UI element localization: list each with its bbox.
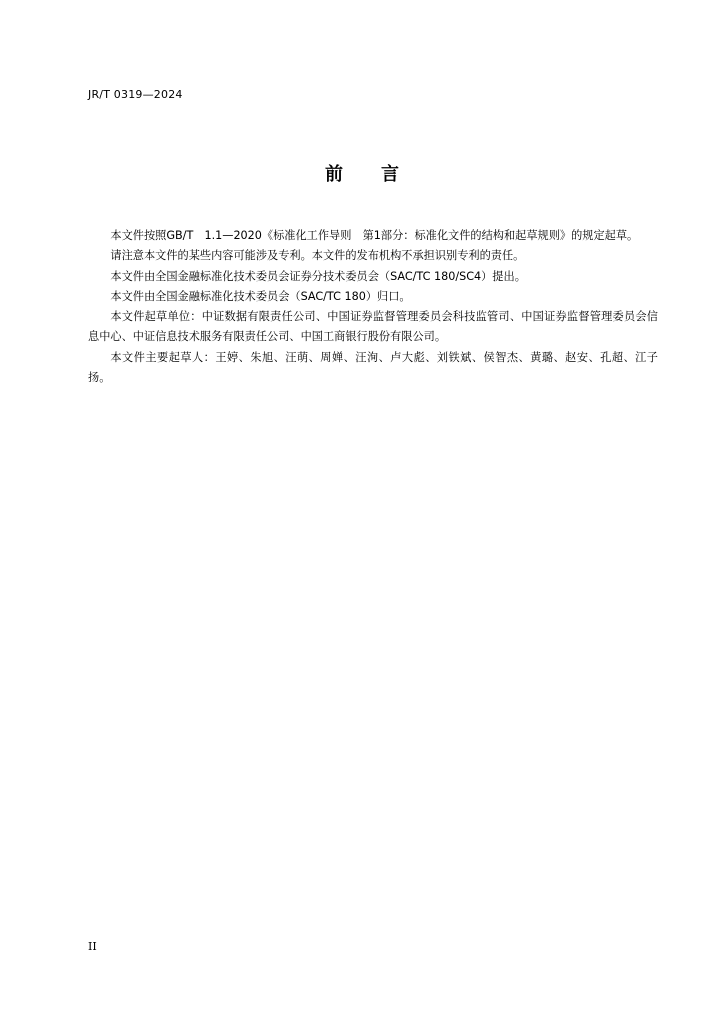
paragraph-under-jurisdiction: 本文件由全国金融标准化技术委员会（SAC/TC 180）归口。 — [110, 289, 411, 303]
paragraph-patent-notice: 请注意本文件的某些内容可能涉及专利。本文件的发布机构不承担识别专利的责任。 — [110, 249, 525, 263]
document-code: JR/T 0319—2024 — [88, 88, 183, 101]
paragraph-main-drafters: 本文件主要起草人：王婷、朱旭、汪萌、周婵、汪洵、卢大彪、刘铁斌、侯智杰、黄璐、赵安、孔超、江子扬。 — [88, 350, 658, 385]
title-char-2: 言 — [381, 164, 399, 185]
paragraph-proposed-by: 本文件由全国金融标准化技术委员会证券分技术委员会（SAC/TC 180/SC4）提出。 — [110, 269, 526, 283]
page-title — [0, 164, 724, 186]
title-char-1: 前 — [325, 164, 343, 185]
page-number: II — [88, 940, 97, 953]
paragraph-drafting-organizations: 本文件起草单位：中证数据有限责任公司、中国证券监督管理委员会科技监管司、中国证券监督管理委员会信息中心、中证信息技术服务有限责任公司、中国工商银行股份有限公司。 — [88, 310, 658, 344]
paragraph-drafting-rules: 本文件按照GB/T 1.1—2020《标准化工作导则 第1部分：标准化文件的结构和起草规则》的规定起草。 — [110, 229, 639, 242]
foreword-body — [88, 226, 658, 388]
